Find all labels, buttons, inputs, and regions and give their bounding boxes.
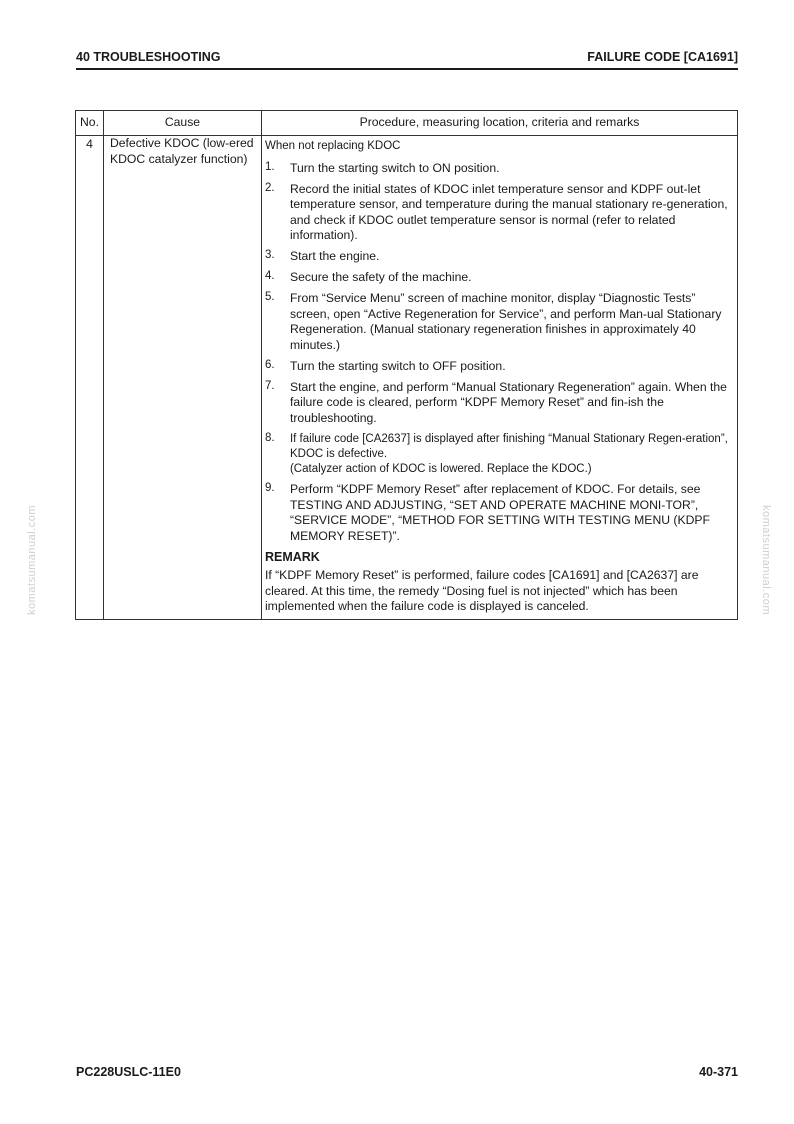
header-rule xyxy=(76,68,738,70)
row-cause: Defective KDOC (low-ered KDOC catalyzer function) xyxy=(103,136,261,620)
col-header-procedure: Procedure, measuring location, criteria and remarks xyxy=(261,111,737,136)
remark-title: REMARK xyxy=(264,549,320,564)
procedure-step: 8. If failure code [CA2637] is displayed after finishing “Manual Stationary Regen-eration”, KDOC is defective. (Catalyzer action of KDOC is lowered. Replace the KDOC.) xyxy=(264,431,728,475)
row-number: 4 xyxy=(76,136,104,620)
procedure-step: 4. Secure the safety of the machine. xyxy=(264,270,472,284)
section-title: 40 TROUBLESHOOTING xyxy=(76,50,221,64)
page-title: FAILURE CODE [CA1691] xyxy=(587,50,738,64)
col-header-cause: Cause xyxy=(103,111,261,136)
watermark-right: komatsumanual.com xyxy=(760,505,772,615)
page-number: 40-371 xyxy=(699,1065,738,1079)
procedure-steps xyxy=(265,161,731,545)
watermark-left: komatsumanual.com xyxy=(26,505,38,615)
procedure-step: 9. Perform “KDPF Memory Reset” after replacement of KDOC. For details, see TESTING AND ADJUSTING, “SET AND OPERATE MACHINE MONI-TOR”, “SERVICE MODE”, “METHOD FOR SETTING WITH TESTING MENU (KDPF MEMORY RESET)”. xyxy=(264,482,710,543)
procedure-step: 1. Turn the starting switch to ON position. xyxy=(264,160,500,175)
procedure-step: 3. Start the engine. xyxy=(264,249,380,263)
procedure-step: 6. Turn the starting switch to OFF position. xyxy=(264,358,506,373)
table-row xyxy=(76,136,738,620)
model-number: PC228USLC-11E0 xyxy=(76,1065,181,1079)
procedure-step: 5. From “Service Menu” screen of machine monitor, display “Diagnostic Tests” screen, open “Active Regeneration for Service”, and perform Man-ual Stationary Regeneration. (Manual stationary regeneration finishes in approximately 40 minutes.) xyxy=(264,291,722,352)
row-procedure xyxy=(261,136,737,620)
procedure-intro: When not replacing KDOC xyxy=(264,140,401,152)
col-header-no: No. xyxy=(76,111,104,136)
table-header-row xyxy=(76,111,738,136)
procedure-step: 2. Record the initial states of KDOC inlet temperature sensor and KDPF out-let temperature sensor, and temperature during the manual stationary re-generation, and check if KDOC outlet temperature sensor is normal (refer to related information). xyxy=(264,181,728,242)
page-footer xyxy=(76,1065,738,1081)
troubleshooting-table xyxy=(75,110,738,620)
page-header xyxy=(76,50,738,68)
remark-text: If “KDPF Memory Reset” is performed, failure codes [CA1691] and [CA2637] are cleared. At this time, the remedy “Dosing fuel is not injected” which has been implemented when the failure code is displayed is canceled. xyxy=(264,568,699,613)
procedure-step: 7. Start the engine, and perform “Manual Stationary Regeneration” again. When the failure code is cleared, perform “KDPF Memory Reset” and fin-ish the troubleshooting. xyxy=(264,379,727,425)
procedure-step-note: (Catalyzer action of KDOC is lowered. Replace the KDOC.) xyxy=(289,462,592,475)
